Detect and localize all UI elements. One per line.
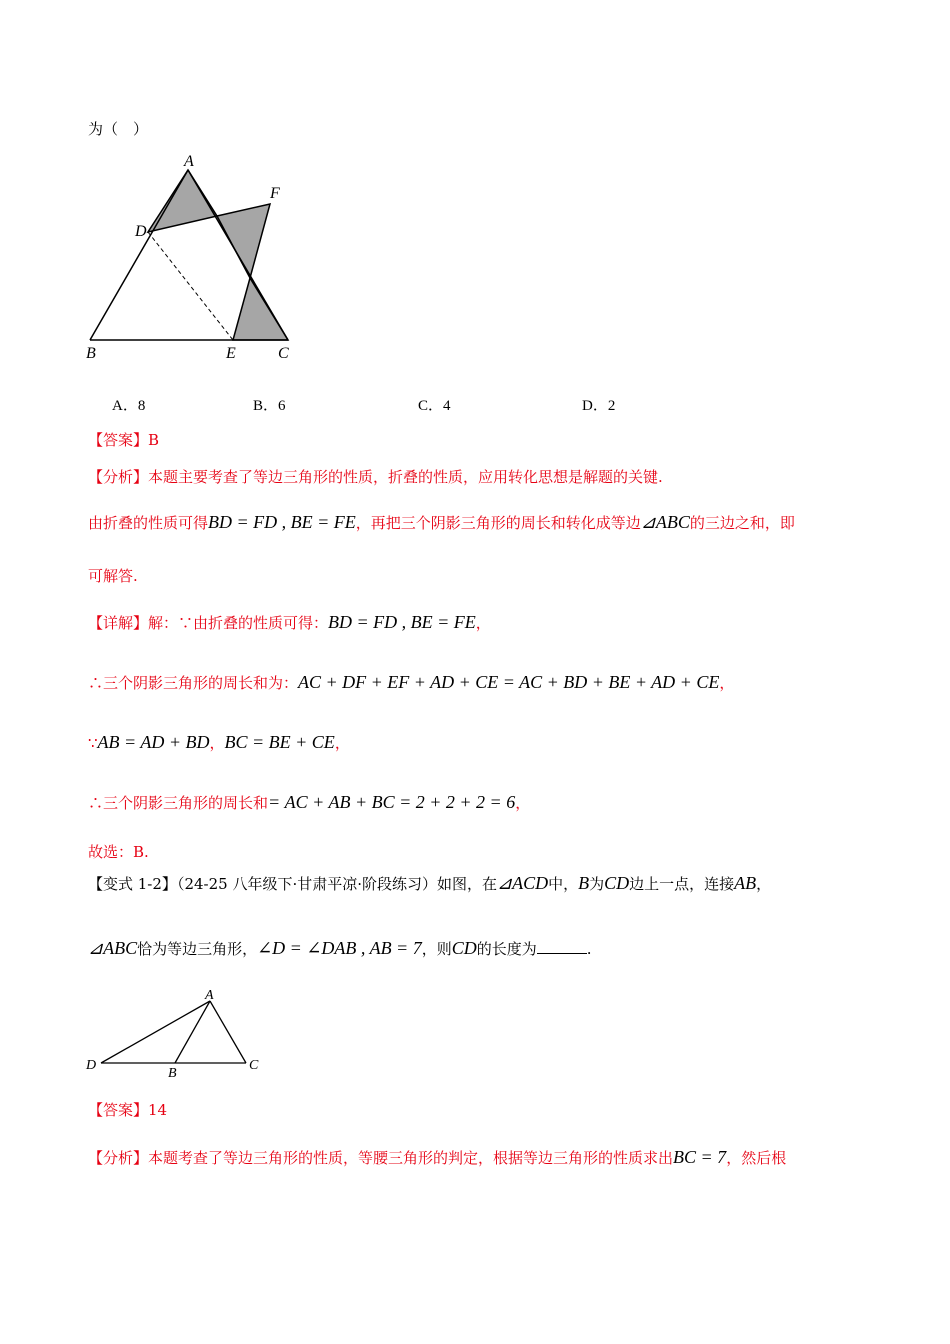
figure-triangle-acd xyxy=(80,983,280,1083)
label-c: C xyxy=(249,1058,259,1073)
label-c: C xyxy=(278,345,289,362)
label-a: A xyxy=(184,153,194,170)
option-b: B．6 xyxy=(253,398,286,414)
side-ac xyxy=(210,1001,246,1063)
side-ab xyxy=(90,170,188,340)
option-a: A．8 xyxy=(112,398,146,414)
label-a: A xyxy=(205,988,214,1003)
variant-question-line-2: ⊿ABC恰为等边三角形，∠D = ∠DAB , AB = 7，则CD的长度为 . xyxy=(88,938,592,958)
label-b: B xyxy=(168,1066,177,1081)
fold-line-de xyxy=(148,232,233,340)
answer-blank[interactable] xyxy=(537,939,587,954)
analysis-1-line-2: 由折叠的性质可得BD = FD , BE = FE，再把三个阴影三角形的周长和转化成等边⊿ABC的三边之和，即 xyxy=(88,512,795,532)
detail-1-step-4: ∴三个阴影三角形的周长和= AC + AB + BC = 2 + 2 + 2 = 6， xyxy=(88,792,531,812)
label-d: D xyxy=(135,223,147,240)
analysis-1-line-1: 【分析】本题主要考查了等边三角形的性质，折叠的性质，应用转化思想是解题的关键. xyxy=(88,468,663,486)
option-d: D．2 xyxy=(582,398,616,414)
variant-question-line-1: 【变式 1-2】（24-25 八年级下·甘肃平凉·阶段练习）如图，在⊿ACD中，B为CD边上一点，连接AB， xyxy=(88,873,772,893)
detail-1-step-1: 【详解】解：∵由折叠的性质可得：BD = FD , BE = FE， xyxy=(88,612,491,632)
question-tail: 为（ ） xyxy=(88,120,149,138)
analysis-1-line-3: 可解答. xyxy=(88,567,138,585)
shaded-triangle-bottom xyxy=(233,278,288,340)
detail-1-step-2: ∴三个阴影三角形的周长和为：AC + DF + EF + AD + CE = AC + BD + BE + AD + CE， xyxy=(88,672,735,692)
answer-1: 【答案】B xyxy=(88,431,160,449)
label-b: B xyxy=(86,345,96,362)
detail-1-step-5: 故选：B. xyxy=(88,843,149,861)
side-da xyxy=(101,1001,210,1063)
shaded-triangle-right xyxy=(217,204,270,278)
label-f: F xyxy=(270,185,280,202)
figure-folded-triangle xyxy=(80,150,310,370)
label-d: D xyxy=(86,1058,97,1073)
answer-2: 【答案】14 xyxy=(88,1101,168,1119)
option-c: C．4 xyxy=(418,398,451,414)
label-e: E xyxy=(226,345,236,362)
analysis-2-line-1: 【分析】本题考查了等边三角形的性质，等腰三角形的判定，根据等边三角形的性质求出BC = 7，然后根 xyxy=(88,1147,787,1167)
detail-1-step-3: ∵AB = AD + BD，BC = BE + CE， xyxy=(88,732,350,752)
